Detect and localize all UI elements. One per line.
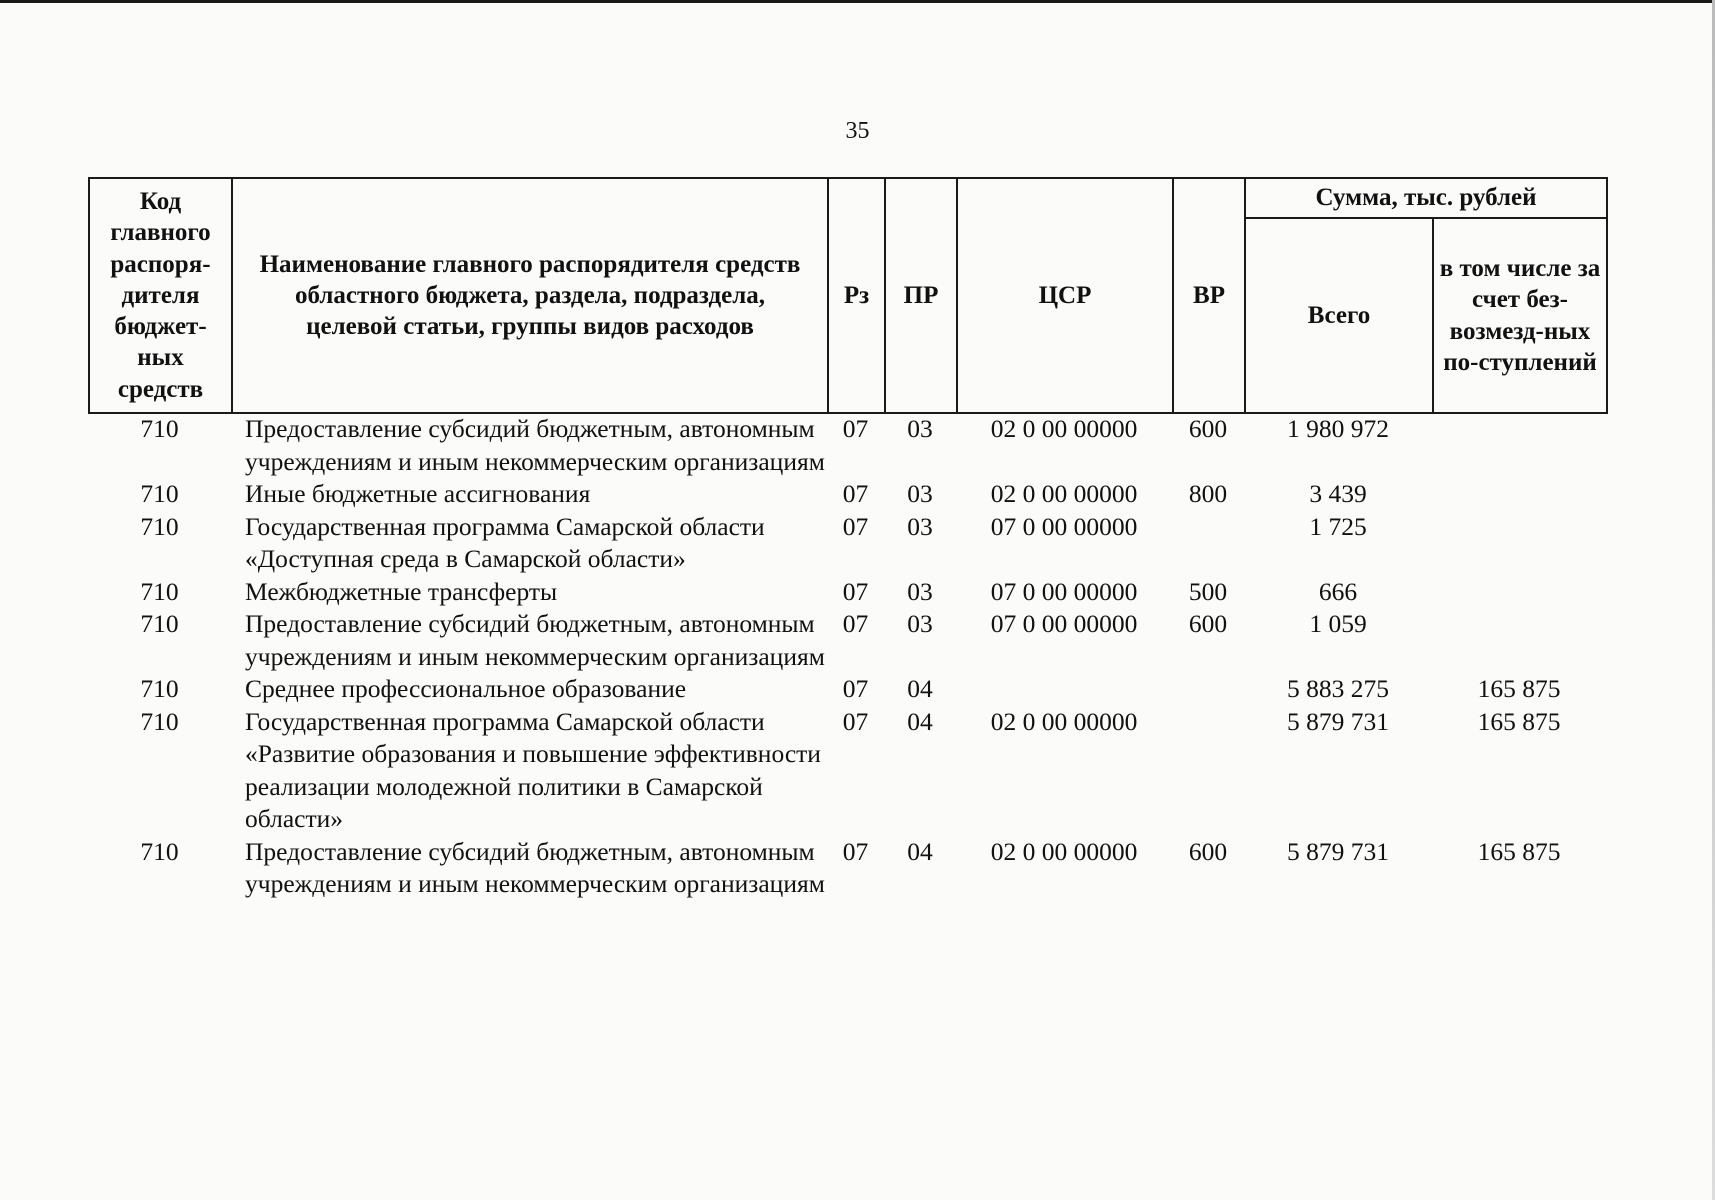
row-vr — [1172, 706, 1244, 836]
row-free — [1432, 576, 1606, 609]
row-name: Предоставление субсидий бюджетным, автономным учреждениям и иным некоммерческим организациям — [245, 414, 825, 476]
table-body — [88, 413, 1606, 901]
row-pr: 04 — [907, 836, 933, 866]
row-rz: 07 — [842, 674, 869, 703]
table-row — [88, 836, 1606, 901]
row-vr: 500 — [1188, 576, 1228, 606]
header-pr: ПР — [885, 178, 957, 413]
row-name: Предоставление субсидий бюджетным, автономным учреждениям и иным некоммерческим организациям — [245, 609, 825, 671]
row-pr: 03 — [907, 609, 933, 638]
row-total: 1 725 — [1309, 511, 1367, 541]
row-code: 710 — [140, 836, 179, 866]
row-free — [1432, 608, 1606, 673]
row-name: Государственная программа Самарской области «Развитие образования и повышение эффективности реализации молодежной политики в Самарской области» — [245, 706, 821, 833]
row-csr: 02 0 00 00000 — [990, 706, 1138, 736]
row-pr: 03 — [907, 511, 933, 541]
page-number: 35 — [845, 118, 870, 144]
header-sum-group: Сумма, тыс. рублей — [1245, 178, 1607, 218]
row-total: 5 879 731 — [1287, 836, 1389, 866]
row-csr: 02 0 00 00000 — [990, 836, 1138, 866]
row-vr: 600 — [1188, 609, 1228, 638]
row-code: 710 — [140, 576, 179, 606]
row-free: 165 875 — [1477, 706, 1561, 736]
table-row — [88, 478, 1606, 511]
table-row — [88, 413, 1606, 478]
row-free — [1432, 478, 1606, 511]
row-code: 710 — [140, 479, 179, 508]
table-row — [88, 576, 1606, 609]
row-rz: 07 — [842, 511, 869, 541]
row-rz: 07 — [842, 576, 869, 606]
row-csr: 02 0 00 00000 — [990, 479, 1138, 508]
row-csr — [956, 673, 1172, 706]
row-free — [1432, 511, 1606, 576]
row-name: Предоставление субсидий бюджетным, автономным учреждениям и иным некоммерческим организациям — [245, 836, 825, 898]
row-csr: 07 0 00 00000 — [990, 511, 1138, 541]
row-total: 5 879 731 — [1287, 706, 1389, 736]
row-code: 710 — [140, 706, 179, 736]
header-name: Наименование главного распорядителя средств областного бюджета, раздела, подраздела, целевой статьи, группы видов расходов — [232, 178, 828, 413]
row-rz: 07 — [842, 836, 869, 866]
row-rz: 07 — [842, 706, 869, 736]
row-code: 710 — [140, 511, 179, 541]
top-rule — [0, 0, 1715, 3]
table-row — [88, 673, 1606, 706]
row-pr: 03 — [907, 576, 933, 606]
row-csr: 07 0 00 00000 — [990, 576, 1138, 606]
header-free: в том числе за счет без-возмезд-ных по-ступлений — [1433, 218, 1607, 413]
row-code: 710 — [140, 414, 179, 443]
row-rz: 07 — [842, 609, 869, 638]
row-code: 710 — [140, 674, 179, 703]
row-free: 165 875 — [1477, 674, 1561, 703]
row-vr — [1172, 511, 1244, 576]
row-pr: 03 — [907, 479, 933, 508]
row-vr: 600 — [1188, 836, 1228, 866]
header-total: Всего — [1245, 218, 1433, 413]
table-row — [88, 608, 1606, 673]
row-pr: 04 — [907, 674, 933, 703]
row-total: 1 980 972 — [1287, 414, 1389, 443]
row-name: Иные бюджетные ассигнования — [245, 479, 591, 508]
row-total: 3 439 — [1309, 479, 1367, 508]
row-free — [1432, 413, 1606, 478]
row-vr: 800 — [1188, 479, 1228, 508]
row-pr: 04 — [907, 706, 933, 736]
row-total: 1 059 — [1309, 609, 1367, 638]
row-rz: 07 — [842, 479, 869, 508]
row-pr: 03 — [907, 414, 933, 443]
header-code: Код главного распоря-дителя бюджет-ных средств — [89, 178, 232, 413]
table-header — [88, 177, 1608, 414]
header-vr: ВР — [1173, 178, 1245, 413]
row-name: Среднее профессиональное образование — [245, 674, 687, 703]
row-total: 666 — [1318, 576, 1358, 606]
table-row — [88, 511, 1606, 576]
row-name: Государственная программа Самарской области «Доступная среда в Самарской области» — [245, 511, 765, 573]
row-vr: 600 — [1188, 414, 1228, 443]
header-csr: ЦСР — [957, 178, 1173, 413]
row-total: 5 883 275 — [1287, 674, 1389, 703]
row-code: 710 — [140, 609, 179, 638]
row-rz: 07 — [842, 414, 869, 443]
header-rz: Рз — [828, 178, 885, 413]
row-free: 165 875 — [1477, 836, 1561, 866]
row-csr: 02 0 00 00000 — [990, 414, 1138, 443]
table-row — [88, 706, 1606, 836]
row-name: Межбюджетные трансферты — [245, 576, 558, 606]
row-csr: 07 0 00 00000 — [990, 609, 1138, 638]
row-vr — [1172, 673, 1244, 706]
